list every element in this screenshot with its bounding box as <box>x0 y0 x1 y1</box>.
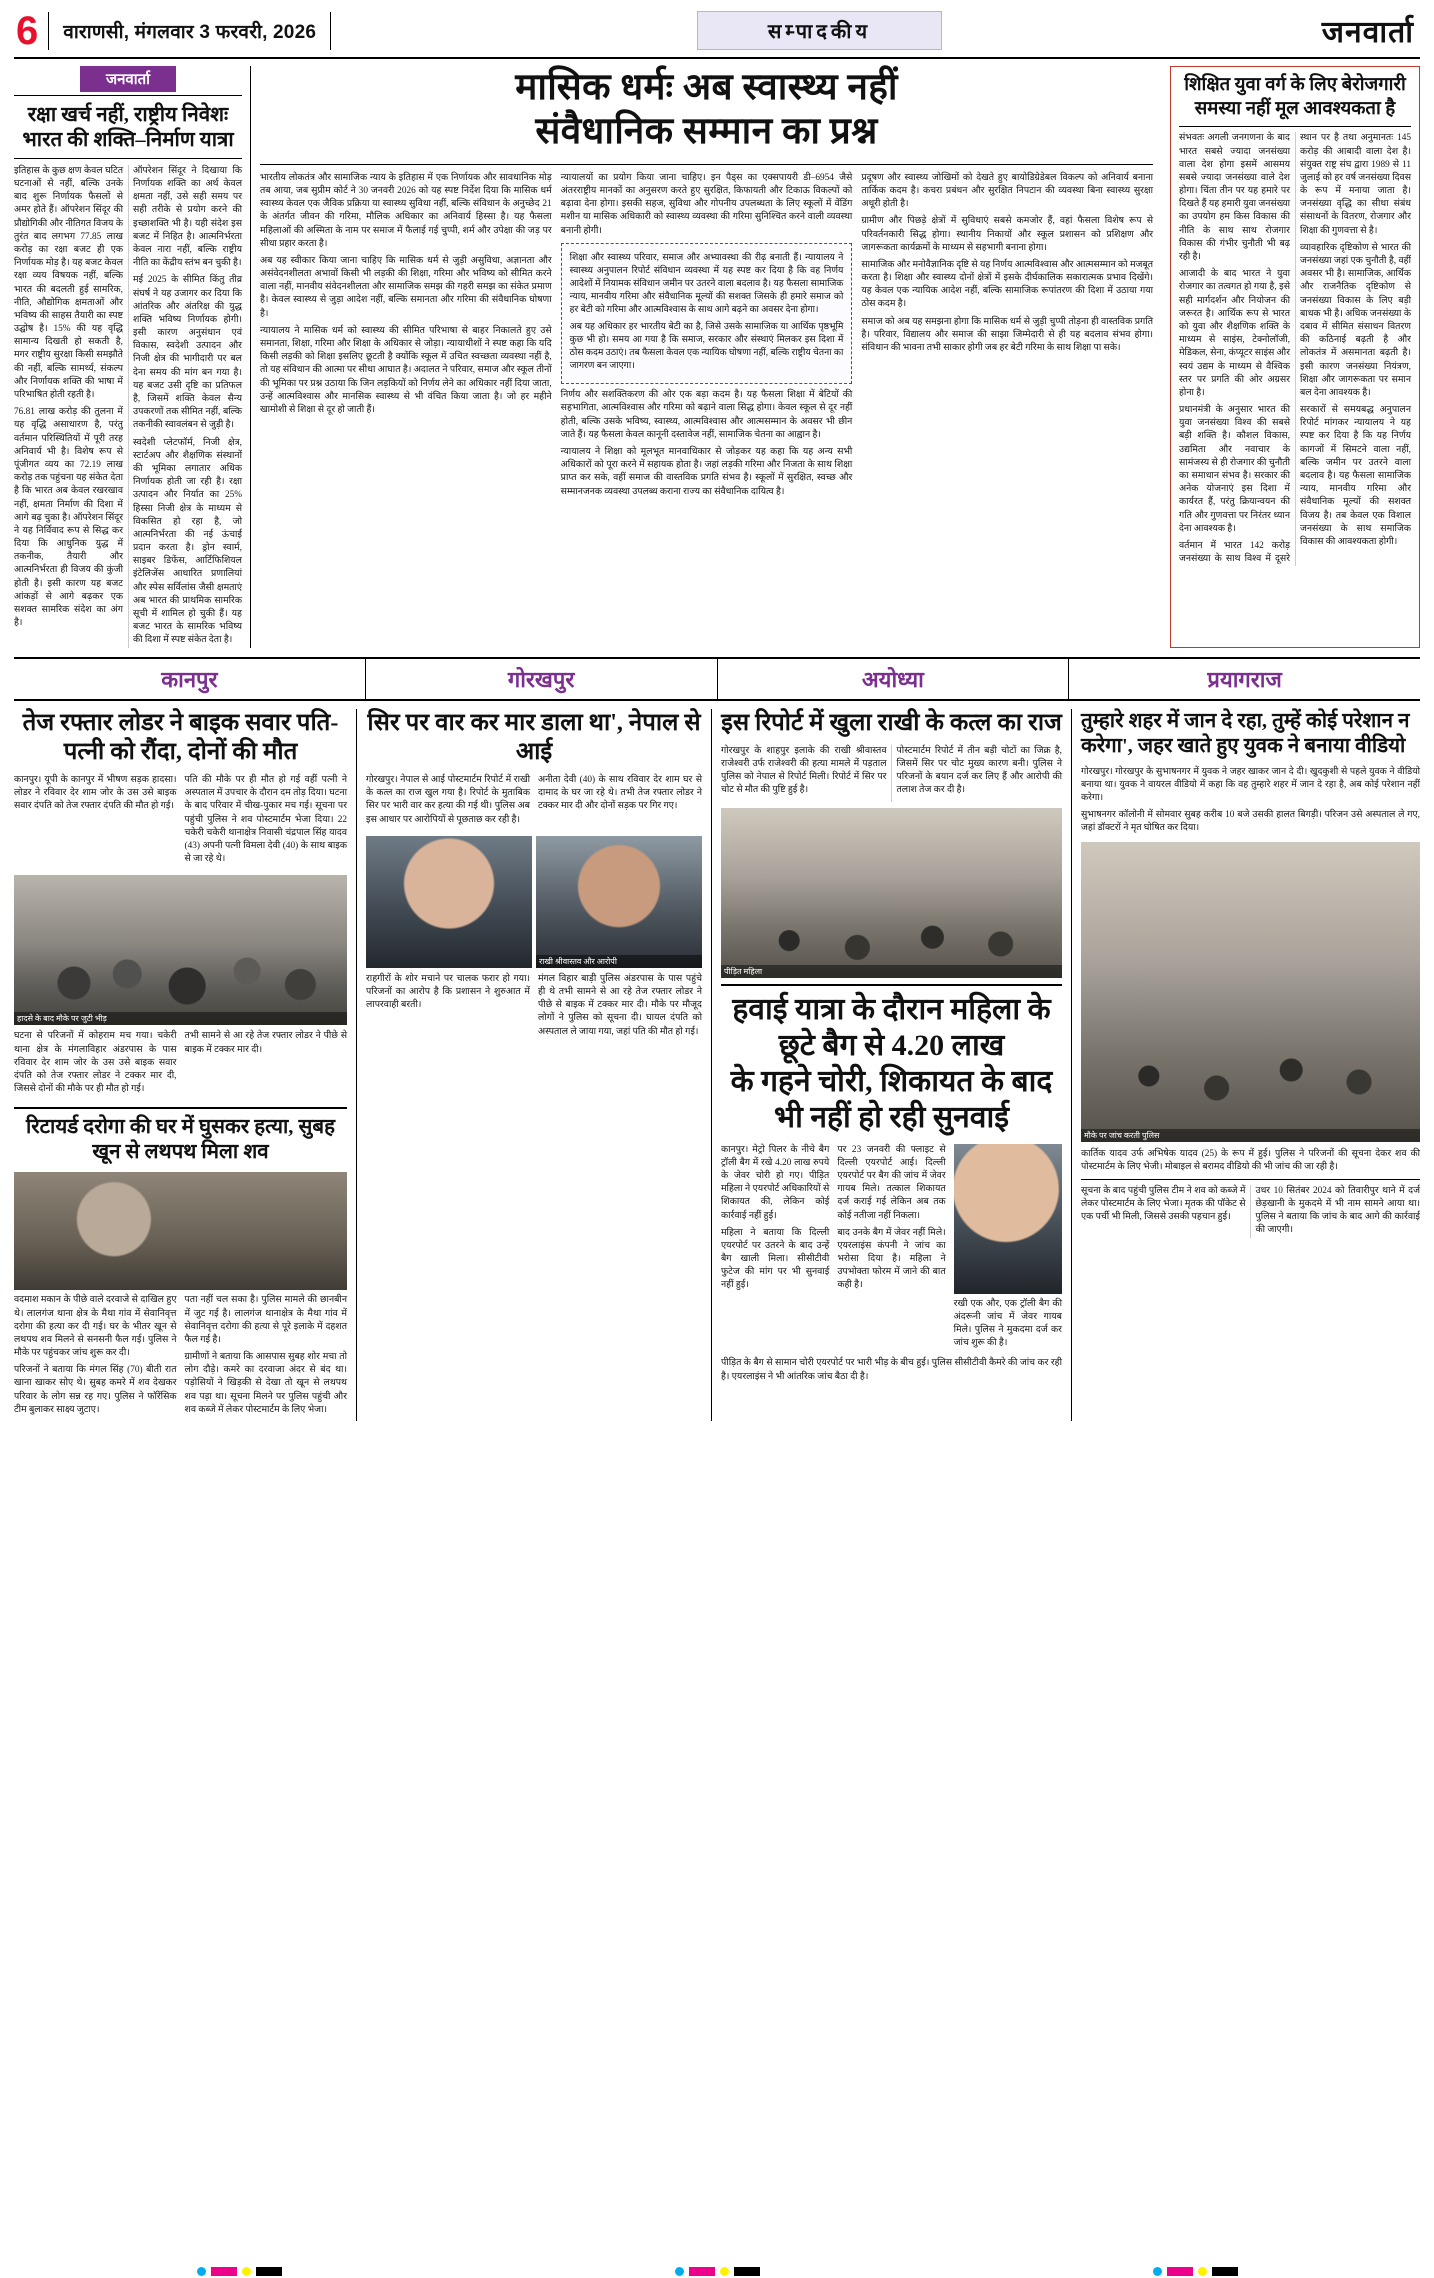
pull-quote-box <box>561 243 853 385</box>
divider <box>1179 126 1411 127</box>
left-headline-line2: भारत की शक्ति–निर्माण यात्रा <box>22 129 234 152</box>
gorakhpur-photo-2 <box>536 836 702 968</box>
black-bar-icon <box>734 2267 760 2276</box>
paragraph: मई 2025 के सीमित किंतु तीव्र संघर्ष ने यह उजागर कर दिया कि आंतरिक और अंतरिक्ष की युद्ध शक्ति भविष्य निर्णायक होगी। इसी कारण अनुसंधान एवं विकास, स्वदेशी उत्पादन और निजी क्षेत्र की भागीदारी पर बल देना समय की मांग बन गया है। यह बजट उसी दृष्टि का प्रतिफल है, जिसमें शक्ति केवल सैन्य उपकरणों तक सीमित नहीं, बल्कि तकनीकी स्वावलंबन से जुड़ी है। <box>133 275 242 431</box>
main-headline-line1: मासिक धर्मः अब स्वास्थ्य नहीं <box>515 67 898 108</box>
gorakhpur-photo-caption: राखी श्रीवास्तव और आरोपी <box>536 955 702 968</box>
paragraph: सूचना के बाद पहुंची पुलिस टीम ने शव को कब्जे में लेकर पोस्टमार्टम के लिए भेजा। मृतक की पॉकेट से एक पर्ची भी मिली, जिससे उसकी पहचान हुई। <box>1081 1185 1246 1223</box>
paragraph: पोस्टमार्टम रिपोर्ट में तीन बड़ी चोटों का जिक्र है, जिसमें सिर पर चोट मुख्य कारण बनी। पुलिस ने परिजनों के बयान दर्ज कर लिए हैं और आरोपी की तलाश तेज कर दी है। <box>896 745 1062 796</box>
divider <box>721 984 1062 986</box>
city-label-ayodhya[interactable]: अयोध्या <box>717 659 1069 699</box>
prayagraj-headline-line1: तुम्हारे शहर में जान दे रहा, तुम्हें कोई परेशान न <box>1081 709 1410 732</box>
paragraph: गोरखपुर। गोरखपुर के सुभाषनगर में युवक ने जहर खाकर जान दे दी। खुदकुशी से पहले युवक ने वीडियो बनाया था। युवक ने वायरल वीडियो में कहा कि वह तुम्हारे शहर में जान दे रहा है, अब कोई परेशान नहीं करेगा। <box>1081 766 1420 803</box>
ayodhya-headline-line1: हवाई यात्रा के दौरान महिला के छूटे बैग से 4.20 लाख <box>732 992 1051 1062</box>
left-editorial <box>14 66 250 648</box>
news-column-ayodhya <box>711 709 1071 1421</box>
page-number: 6 <box>16 8 39 53</box>
news-grid <box>14 709 1420 1421</box>
prayagraj-photo-caption: मौके पर जांच करती पुलिस <box>1081 1129 1420 1142</box>
left-headline <box>14 103 242 154</box>
gorakhpur-body-mid <box>538 774 702 831</box>
paragraph: संभवतः अगली जनगणना के बाद भारत सबसे ज्यादा जनसंख्या वाला देश होगा इसमें आसमय सबसे ज्यादा जनसंख्या वाले देश होगा। चिंता तीन पर यह हमारे पर दिखते हैं यह हमारी युवा जनसंख्या का उपयोग हम किस विकास की नीति के साथ साथ रोजगार विकास की गंभीर चुनौती भी बढ़ रही है। <box>1179 133 1290 263</box>
right-body <box>1179 132 1411 566</box>
paragraph: स्वदेशी प्लेटफॉर्म, निजी क्षेत्र, स्टार्टअप और शैक्षणिक संस्थानों की भूमिका लगातार अधिक निर्णायक होती जा रही है। रक्षा उत्पादन और निर्यात का 25% हिस्सा निजी क्षेत्र के माध्यम से विकसित हो रहा है, जो आत्मनिर्भरता की नई ऊंचाई प्रदान करता है। ड्रोन स्वार्म, साइबर डिफेंस, आर्टिफिशियल इंटेलिजेंस आधारित प्रणालियां और स्पेस सर्विलांस जैसी क्षमताएं अब भारत की प्राथमिक सामरिक सूची में शामिल हो चुकी हैं। यह बजट भारत के सामरिक भविष्य की दिशा में स्पष्ट संकेत देता है। <box>133 437 242 646</box>
paragraph: समाज को अब यह समझना होगा कि मासिक धर्म से जुड़ी चुप्पी तोड़ना ही वास्तविक प्रगति है। परिवार, विद्यालय और समाज की साझा जिम्मेदारी से ही यह बदलाव संभव होगा। संविधान की भावना तभी साकार होगी जब हर बेटी गरिमा के साथ शिक्षा पा सके। <box>861 316 1154 354</box>
paragraph: ग्रामीण और पिछड़े क्षेत्रों में सुविधाएं सबसे कमजोर हैं, वहां फैसला विशेष रूप से परिवर्तनकारी सिद्ध होगा। स्थानीय निकायों और स्कूल प्रशासन को प्रशिक्षण और जागरूकता कार्यक्रमों के माध्यम से सहभागी बनाना होगा। <box>861 216 1154 253</box>
paragraph: रखी एक और, एक ट्रॉली बैग की अंदरूनी जांच में जेवर गायब मिले। पुलिस ने मुकदमा दर्ज कर जांच शुरू की है। <box>953 1298 1062 1349</box>
paragraph: वर्तमान में भारत 142 करोड़ जनसंख्या के साथ विश्व में दूसरे स्थान पर है तथा अनुमानतः 145 करोड़ की आबादी वाला देश है। संयुक्त राष्ट्र संघ द्वारा 1989 से 11 जुलाई को हर वर्ष जनसंख्या दिवस के रूप में मनाया जाता है। जनसंख्या वृद्धि का सीधा संबंध संसाधनों के वितरण, रोजगार और शिक्षा की गुणवत्ता से है। <box>1179 133 1412 565</box>
magenta-bar-icon <box>211 2267 237 2276</box>
divider <box>14 158 242 159</box>
cyan-dot-icon <box>675 2267 684 2276</box>
paragraph: पता नहीं चल सका है। पुलिस मामले की छानबीन में जुट गई है। लालगंज थानाक्षेत्र के मैथा गांव में सेवानिवृत्त दरोगा की हत्या से पूरे इलाके में दहशत फैल गई है। <box>184 1295 347 1345</box>
right-headline-line2: समस्या नहीं मूल आवश्यकता है <box>1194 98 1396 119</box>
paragraph: परिजनों ने बताया कि मंगल सिंह (70) बीती रात खाना खाकर सोए थे। सुबह कमरे में शव देखकर परिवार के लोग सन्न रह गए। पुलिस ने फॉरेंसिक टीम बुलाकर साक्ष्य जुटाए। <box>14 1365 177 1415</box>
pull-quote-paragraph: अब यह अधिकार हर भारतीय बेटी का है, जिसे उसके सामाजिक या आर्थिक पृष्ठभूमि कुछ भी हो। समय आ गया है कि समाज, सरकार और संस्थाएं मिलकर इस दिशा में ठोस कदम उठाएं। तब फैसला केवल एक न्यायिक घोषणा नहीं, बल्कि राष्ट्रीय चेतना का जागरण बन जाएगा। <box>569 321 844 371</box>
kanpur-sub-photo <box>14 1172 347 1290</box>
ayodhya-photo-caption: पीड़ित महिला <box>721 965 1062 978</box>
paragraph: मंगल विहार बाड़ी पुलिस अंडरपास के पास पहुंचे ही थे तभी सामने से आ रहे तेज रफ्तार लोडर ने पीछे से बाइक में टक्कर मार दी। मौके पर मौजूद लोगों ने पुलिस को सूचना दी। घायल दंपति को अस्पताल ले जाया गया, जहां पति की मौत हो गई। <box>538 973 702 1037</box>
right-editorial-wrap <box>1162 66 1420 648</box>
black-bar-icon <box>1212 2267 1238 2276</box>
news-column-gorakhpur <box>356 709 711 1421</box>
paragraph: पति की मौके पर ही मौत हो गई वहीं पत्नी ने अस्पताल में उपचार के दौरान दम तोड़ दिया। घटना के बाद परिवार में चीख-पुकार मच गई। सूचना पर पहुंची पुलिस ने शव पोस्टमार्टम भेजा दिया। 22 चकेरी चकेरी थानाक्षेत्र निवासी चंद्रपाल सिंह यादव (43) अपनी पत्नी विमला देवी (40) के साथ बाइक से जा रहे थे। <box>184 775 347 865</box>
paragraph: अब यह स्वीकार किया जाना चाहिए कि मासिक धर्म से जुड़ी असुविधा, अज्ञानता और असंवेदनशीलता अभावों किसी भी लड़की की शिक्षा, गरिमा और भविष्य को सीमित करने वाला नहीं, मानवीय संवेदनशीलता और सामाजिक समझ की गहरी समझ का संकेत प्रमाण है। केवल स्वास्थ्य से जुड़ा आदेश नहीं, बल्कि समानता और गरिमा की संवैधानिक घोषणा है। <box>260 255 552 319</box>
cyan-dot-icon <box>197 2267 206 2276</box>
ayodhya-headline <box>721 992 1062 1136</box>
main-editorial <box>250 66 1162 648</box>
kanpur-sub-body-left <box>14 1294 177 1421</box>
gorakhpur-body-left <box>366 774 530 831</box>
kanpur-body-left <box>14 774 177 870</box>
gorakhpur-body-mid-2 <box>538 973 702 1043</box>
paragraph: गोरखपुर। नेपाल से आई पोस्टमार्टम रिपोर्ट में राखी के कत्ल का राज खुल गया है। रिपोर्ट के मुताबिक सिर पर भारी वार कर हत्या की गई थी। पुलिस अब इस आधार पर आरोपियों से पूछताछ कर रही है। <box>366 775 530 825</box>
divider <box>1081 1179 1420 1180</box>
main-body-col3 <box>861 172 1153 503</box>
paragraph: कानपुर। यूपी के कानपुर में भीषण सड़क हादसा। लोडर ने रविवार देर शाम जोर के उस उसे बाइक सवार दंपति को तेज रफ्तार दंपति की मौत हो गई। <box>14 775 177 812</box>
paragraph: वदमाश मकान के पीछे वाले दरवाजे से दाखिल हुए थे। लालगंज थाना क्षेत्र के मैथा गांव में सेवानिवृत्त दरोगा की हत्या कर दी गई। घर के भीतर खून से लथपथ शव मिलने से सनसनी फैल गई। पुलिस ने मौके पर पहुंचकर जांच शुरू कर दी। <box>14 1295 177 1359</box>
main-headline <box>260 66 1153 155</box>
left-headline-line1: रक्षा खर्च नहीं, राष्ट्रीय निवेशः <box>27 104 229 126</box>
yellow-dot-icon <box>720 2267 729 2276</box>
jan-varta-badge: जनवार्ता <box>80 66 176 92</box>
main-headline-line2: संवैधानिक सम्मान का प्रश्न <box>535 111 878 153</box>
ayodhya-top-body <box>721 745 1062 802</box>
ayodhya-body-tail <box>721 1357 1062 1383</box>
paragraph: न्यायालय ने शिक्षा को मूलभूत मानवाधिकार से जोड़कर यह कहा कि यह अन्य सभी अधिकारों को पूरा करने में सहायक होता है। जहां लड़की गरिमा और निजता के साथ शिक्षा प्राप्त कर सके, वहीं समाज की वास्तविक प्रगति संभव है। स्कूलों में सुरक्षित, स्वच्छ और सम्मानजनक व्यवस्था उपलब्ध कराना राज्य का संवैधानिक दायित्व है। <box>560 447 853 497</box>
paragraph: भारतीय लोकतंत्र और सामाजिक न्याय के इतिहास में एक निर्णायक और सावधानिक मोड़ तब आया, जब सुप्रीम कोर्ट ने 30 जनवरी 2026 को यह स्पष्ट निर्देश दिया कि मासिक धर्म स्वास्थ्य केवल एक जैविक प्रक्रिया या स्वास्थ्य सुविधा नहीं, बल्कि संविधान के अनुच्छेद 21 के अंतर्गत जीवन की गरिमा, मौलिक अधिकार का अनिवार्य हिस्सा है। यह फैसला महिलाओं की अस्मिता के नाम पर समाज में फैलाई गई चुप्पी, शर्म और उपेक्षा की जड़ पर सीधा प्रहार करता है। <box>260 172 552 249</box>
magenta-bar-icon <box>1167 2267 1193 2276</box>
news-column-kanpur <box>14 709 356 1421</box>
gorakhpur-body-left-2 <box>366 973 530 1043</box>
cmyk-group-center <box>478 2264 956 2278</box>
paragraph: पर 23 जनवरी की फ्लाइट से दिल्ली एयरपोर्ट आई। दिल्ली एयरपोर्ट पर बैग की जांच में जेवर गायब मिले। तत्काल शिकायत दर्ज कराई गई लेकिन अब तक कोई नतीजा नहीं निकला। <box>837 1144 946 1221</box>
prayagraj-headline <box>1081 709 1420 759</box>
left-badge-wrap <box>14 66 242 96</box>
paragraph: ऑपरेशन सिंदूर ने दिखाया कि निर्णायक शक्ति का अर्थ केवल क्षमता नहीं, उसे सही समय पर सही तरीके से प्रयोग करने की इच्छाशक्ति भी है। यही संदेश इस बजट में निहित है। आत्मनिर्भरता केवल नारा नहीं, बल्कि राष्ट्रीय नीति का केंद्रीय स्तंभ बन चुकी है। <box>133 165 242 269</box>
city-label-prayagraj[interactable]: प्रयागराज <box>1068 659 1420 699</box>
black-bar-icon <box>256 2267 282 2276</box>
ayodhya-headline-line2: के गहने चोरी, शिकायत के बाद भी नहीं हो रही सुनवाई <box>730 1064 1053 1134</box>
paragraph: पीड़ित के बैग से सामान चोरी एयरपोर्ट पर भारी भीड़ के बीच हुई। पुलिस सीसीटीवी कैमरे की जांच कर रही है। एयरलाइंस ने भी आंतरिक जांच बैठा दी है। <box>721 1358 1062 1382</box>
main-body-col1 <box>260 172 552 503</box>
dateline: वाराणसी, मंगलवार 3 फरवरी, 2026 <box>48 12 331 50</box>
city-label-gorakhpur[interactable]: गोरखपुर <box>365 659 717 699</box>
kanpur-body-right-2 <box>185 1030 348 1100</box>
paragraph: महिला ने बताया कि दिल्ली एयरपोर्ट पर उतरने के बाद उन्हें बैग खाली मिला। सीसीटीवी फुटेज की मांग पर भी सुनवाई नहीं हुई। <box>721 1227 830 1291</box>
right-headline-line1: शिक्षित युवा वर्ग के लिए बेरोजगारी <box>1184 75 1406 95</box>
paragraph: आजादी के बाद भारत ने युवा रोजगार का तत्वगत हो गया है, इसे सही मार्गदर्शन और नियोजन की जरूरत है। आर्थिक रूप से भारत को युवा और शैक्षणिक शक्ति के माध्यम से साइंस, टेक्नोलॉजी, मेडिकल, सेना, कंप्यूटर साइंस और स्वयं उद्यम के माध्यम से वैश्विक स्तर पर प्रगति की ओर अग्रसर होना है। <box>1179 269 1290 398</box>
right-headline <box>1179 74 1411 121</box>
cmyk-group-left <box>0 2264 478 2278</box>
ayodhya-body-mid <box>837 1144 945 1355</box>
paragraph: उधर 10 सितंबर 2024 को तिवारीपुर थाने में दर्ज छेड़खानी के मुकदमे में भी नाम सामने आया था। पुलिस ने बताया कि जांच के बाद आगे की कार्रवाई की जाएगी। <box>1255 1185 1420 1236</box>
yellow-dot-icon <box>242 2267 251 2276</box>
paragraph: सामाजिक और मनोवैज्ञानिक दृष्टि से यह निर्णय आत्मविश्वास और आत्मसम्मान को मजबूत करता है। शिक्षा और स्वास्थ्य दोनों क्षेत्रों में इसके दीर्घकालिक सकारात्मक प्रभाव दिखेंगे। यह केवल एक न्यायिक आदेश नहीं, बल्कि सामाजिक रूपांतरण की दिशा में उठाया गया ठोस कदम है। <box>861 259 1154 310</box>
paragraph: कार्तिक यादव उर्फ अभिषेक यादव (25) के रूप में हुई। पुलिस ने परिजनों की सूचना देकर शव की पोस्टमार्टम के लिए भेजी। मोबाइल से बरामद वीडियो की भी जांच की जा रही है। <box>1081 1148 1420 1172</box>
main-body-col2 <box>561 172 853 503</box>
paragraph: इतिहास के कुछ क्षण केवल घटित घटनाओं से नहीं, बल्कि उनके बाद शुरू निर्णायक फैसलों से अमर होते हैं। ऑपरेशन सिंदूर की प्रौद्योगिकी और नीतिगत विजय के तुरंत बाद लगभग 77.85 लाख करोड़ का रक्षा बजट ही एक निर्णायक मोड़ है। यह बजट केवल रक्षा व्यय विषयक नहीं, बल्कि भारत की बदलती हुई सामरिक, नीति, औद्योगिक क्षमताओं और भविष्य की साहस तैयारी का स्पष्ट उद्घोष है। 15% की यह वृद्धि सामान्य दिखती हो सकती है, मगर राष्ट्रीय सुरक्षा किसी समझौते की नहीं, बल्कि सामर्थ्य, संकल्प और निर्णायक शक्ति की भाषा में परिभाषित होती रहती है। <box>14 165 123 400</box>
city-label-kanpur[interactable]: कानपुर <box>161 666 218 692</box>
prayagraj-body-top <box>1081 766 1420 836</box>
paragraph: 76.81 लाख करोड़ की तुलना में यह वृद्धि असाधारण है, परंतु वर्तमान परिस्थितियों में पूरी तरह अनिवार्य भी है। विशेष रूप से पूंजीगत व्यय का 72.19 लाख करोड़ तक पहुंचना यह संकेत देता है कि भारत अब केवल रखरखाव नहीं, क्षमता निर्माण की दिशा में आगे बढ़ चुका है। ऑपरेशन सिंदूर ने यह निर्विवाद रूप से सिद्ध कर दिया कि आधुनिक युद्ध में तकनीक, तैयारी और आत्मनिर्भरता ही विजय की कुंजी होती है। इसी कारण यह बजट आंकड़ों से आगे बढ़कर एक सशक्त सामरिक संदेश का अंग है। <box>14 407 123 629</box>
paragraph: सरकारों से समयबद्ध अनुपालन रिपोर्ट मांगकर न्यायालय ने यह स्पष्ट कर दिया है कि यह निर्णय कागजों में सिमटने वाला नहीं, बल्कि जमीन पर उतरने वाला बदलाव है। यह फैसला सामाजिक न्याय, मानवीय गरिमा और संवैधानिक मूल्यों की सशक्त विजय है। तब केवल एक विशाल जनसंख्या के साथ समाजिक विकास की आवश्यकता होगी। <box>1300 405 1411 547</box>
paragraph: तभी सामने से आ रहे तेज रफ्तार लोडर ने पीछे से बाइक में टक्कर मार दी। <box>184 1031 347 1055</box>
ayodhya-body-right <box>954 1298 1062 1351</box>
paragraph: अनीता देवी (40) के साथ रविवार देर शाम घर से दामाद के घर जा रहे थे। तभी तेज रफ्तार लोडर ने टक्कर मार दी और दोनों सड़क पर गिर गए। <box>538 775 702 812</box>
paragraph: घटना से परिजनों में कोहराम मच गया। चकेरी थाना क्षेत्र के मंगलाविहार अंडरपास के पास रविवार देर शाम जोर के उस उसे बाइक सवार दंपति को तेज रफ्तार लोडर ने टक्कर मार दी, जिससे दोनों की मौके पर ही मौत हो गई। <box>14 1031 177 1095</box>
brand-name: जनवार्ता <box>1321 16 1414 49</box>
city-band <box>14 657 1420 701</box>
masthead <box>14 10 1420 59</box>
paragraph: न्यायालय ने मासिक धर्म को स्वास्थ्य की सीमित परिभाषा से बाहर निकालते हुए उसे समानता, शिक्षा, गरिमा और शिक्षा के अधिकार से जोड़ा। न्यायाधीशों ने स्पष्ट कहा कि यदि किसी लड़की को शिक्षा इसलिए छूटती है क्योंकि स्कूल में उचित स्वच्छता व्यवस्था नहीं है, तो यह संविधान की आत्मा पर सीधा आघात है। अदालत ने परिवार, समाज और स्कूल तीनों की भूमिका पर प्रश्न उठाया कि जिन लड़कियों को निर्णय लेने का अधिकार नहीं दिया जाता, उन्हें आत्मविश्वास और मानसिक स्वास्थ्य से भी वंचित किया जाता है। जो हर महीने खामोशी से शिक्षा से दूर हो जाती हैं। <box>260 325 552 415</box>
paragraph: कानपुर। मेट्रो पिलर के नीचे बैग ट्रॉली बैग में रखे 4.20 लाख रुपये के जेवर चोरी हो गए। पीड़ित महिला ने एयरपोर्ट अधिकारियों से शिकायत की, लेकिन कोई कार्रवाई नहीं हुई। <box>721 1144 830 1221</box>
ayodhya-photo <box>721 808 1062 978</box>
cmyk-group-right <box>956 2264 1434 2278</box>
cmyk-registration-bar <box>0 2264 1434 2278</box>
paragraph: बाद उनके बैग में जेवर नहीं मिले। एयरलाइंस कंपनी ने जांच का भरोसा दिया है। महिला ने उपभोक्ता फोरम में जाने की बात कही है। <box>837 1227 946 1291</box>
paragraph: निर्णय और सशक्तिकरण की ओर एक बड़ा कदम है। यह फैसला शिक्षा में बेटियों की सहभागिता, आत्मविश्वास और गरिमा को बढ़ाने वाला सिद्ध होगा। केवल स्कूल से दूर नहीं होती, बल्कि उसके भविष्य, स्वास्थ्य, आत्मविश्वास और आत्मसम्मान के अवसर भी छीन जाते हैं। यह फैसला केवल कानूनी दस्तावेज नहीं, सामाजिक चेतना का आह्वान है। <box>560 390 853 440</box>
yellow-dot-icon <box>1198 2267 1207 2276</box>
pull-quote-paragraph: शिक्षा और स्वास्थ्य परिवार, समाज और अभ्यावस्था की रीढ़ बनाती हैं। न्यायालय ने स्वास्थ्य अनुपालन रिपोर्ट संविधान व्यवस्था में यह स्पष्ट कर दिया है कि वह निर्णय आदेशों में नियामक संविधान जमीन पर उतरने वाला बदलाव है। यह फैसला सामाजिक न्याय, मानवीय गरिमा और संवैधानिक मूल्यों की सशक्त जिसके ही हमारे समाज को हर बेटी को गरिमा और आत्मविश्वास के साथ आगे बढ़ने का अवसर देना होगा। <box>569 251 844 314</box>
right-editorial-box <box>1170 66 1420 648</box>
paragraph: प्रधानमंत्री के अनुसार भारत की युवा जनसंख्या विश्व की सबसे बड़ी शक्ति है। कौशल विकास, उद्यमिता और नवाचार के सामंजस्य से ही रोजगार की चुनौती का समाधान संभव है। सरकार की अनेक योजनाएं इस दिशा में कार्यरत हैं, परंतु क्रियान्वयन की गति और गुणवत्ता पर निरंतर ध्यान देना आवश्यक है। <box>1179 405 1290 534</box>
kanpur-body-right <box>185 774 348 870</box>
ayodhya-top-headline <box>721 709 1062 738</box>
paragraph: ग्रामीणों ने बताया कि आसपास सुबह शोर मचा तो लोग दौड़े। कमरे का दरवाजा अंदर से बंद था। पड़ोसियों ने खिड़की से देखा तो खून से लथपथ शव पड़ा था। सूचना मिलने पर पुलिस पहुंची और शव कब्जे में लेकर पोस्टमार्टम के लिए भेजा। <box>184 1352 347 1415</box>
left-body <box>14 165 242 648</box>
ayodhya-photo-col <box>954 1144 1062 1355</box>
gorakhpur-photo-1 <box>366 836 532 968</box>
ayodhya-woman-photo <box>954 1144 1062 1294</box>
kanpur-photo <box>14 875 347 1025</box>
top-band <box>14 66 1420 648</box>
kanpur-body-left-2 <box>14 1030 177 1100</box>
kanpur-sub-body-right <box>185 1294 348 1421</box>
section-title-wrap <box>331 11 1308 50</box>
paragraph: न्यायालयों का प्रयोग किया जाना चाहिए। इन पैड्स का एक्सपायरी डी–6954 जैसे अंतरराष्ट्रीय मानकों का अनुसरण करते हुए सुरक्षित, किफायती और टिकाऊ विकल्पों को बढ़ावा देना होगा। इसकी सहज, सुविधा और गोपनीय उपलब्धता के लिए स्कूलों में वेंडिंग मशीन या मासिक अधिकारी को स्वास्थ्य व्यवस्था की गरिमा सुनिश्चित करने वाली व्यवस्था बनानी होगी। <box>560 172 853 236</box>
paragraph: प्रदूषण और स्वास्थ्य जोखिमों को देखते हुए बायोडिग्रेडेबल विकल्प को अनिवार्य बनाना तार्किक कदम है। कचरा प्रबंधन और सुरक्षित निपटान की व्यवस्था बिना स्वास्थ्य सुरक्षा अधूरी होती है। <box>861 172 1154 210</box>
ayodhya-body-left <box>721 1144 829 1355</box>
paragraph: व्यावहारिक दृष्टिकोण से भारत की जनसंख्या जहां एक चुनौती है, वहीं अवसर भी है। सामाजिक, आर्थिक और राजनैतिक दृष्टिकोण से जनसंख्या विकास के लिए बड़ी बाधक भी है। अधिक जनसंख्या के दबाव में सीमित संसाधन वितरण की कठिनाई बढ़ती है और लोकतंत्र में असमानता बढ़ती है। इसी कारण जनसंख्या नियंत्रण, शिक्षा और जागरूकता पर समान बल देना आवश्यक है। <box>1300 242 1411 398</box>
prayagraj-photo <box>1081 842 1420 1142</box>
paragraph: गोरखपुर के शाहपुर इलाके की राखी श्रीवास्तव राजेश्वरी उर्फ राजेश्वरी की हत्या मामले में पड़ताल पुलिस को नेपाल से रिपोर्ट मिली। रिपोर्ट में सिर पर चोट से मौत की पुष्टि हुई है। <box>721 745 887 796</box>
gorakhpur-headline-line2: इस रिपोर्ट में खुला राखी के कत्ल का राज <box>721 709 1062 736</box>
cyan-dot-icon <box>1153 2267 1162 2276</box>
kanpur-sub-headline: रिटायर्ड दरोगा की घर में घुसकर हत्या, सुबह खून से लथपथ मिला शव <box>25 1116 336 1164</box>
divider <box>14 1107 347 1109</box>
news-column-prayagraj <box>1071 709 1420 1421</box>
prayagraj-body-mid <box>1081 1148 1420 1174</box>
paragraph: राहगीरों के शोर मचाने पर चालक फरार हो गया। परिजनों का आरोप है कि प्रशासन ने शुरुआत में लापरवाही बरती। <box>366 973 530 1011</box>
gorakhpur-headline <box>366 709 702 768</box>
magenta-bar-icon <box>689 2267 715 2276</box>
section-title: सम्पादकीय <box>697 11 942 50</box>
kanpur-photo-caption: हादसे के बाद मौके पर जुटी भीड़ <box>14 1012 347 1025</box>
gorakhpur-headline-line1: सिर पर वार कर मार डाला था', नेपाल से आई <box>367 709 701 765</box>
divider <box>260 164 1153 165</box>
paragraph: सुभाषनगर कॉलोनी में सोमवार सुबह करीब 10 बजे उसकी हालत बिगड़ी। परिजन उसे अस्पताल ले गए, जहां डॉक्टरों ने मृत घोषित कर दिया। <box>1081 810 1420 834</box>
prayagraj-body-bottom <box>1081 1185 1420 1238</box>
prayagraj-headline-line2: करेगा', जहर खाते हुए युवक ने बनाया वीडियो <box>1081 734 1406 757</box>
kanpur-headline: तेज रफ्तार लोडर ने बाइक सवार पति-पत्नी को रौंदा, दोनों की मौत <box>22 709 339 765</box>
